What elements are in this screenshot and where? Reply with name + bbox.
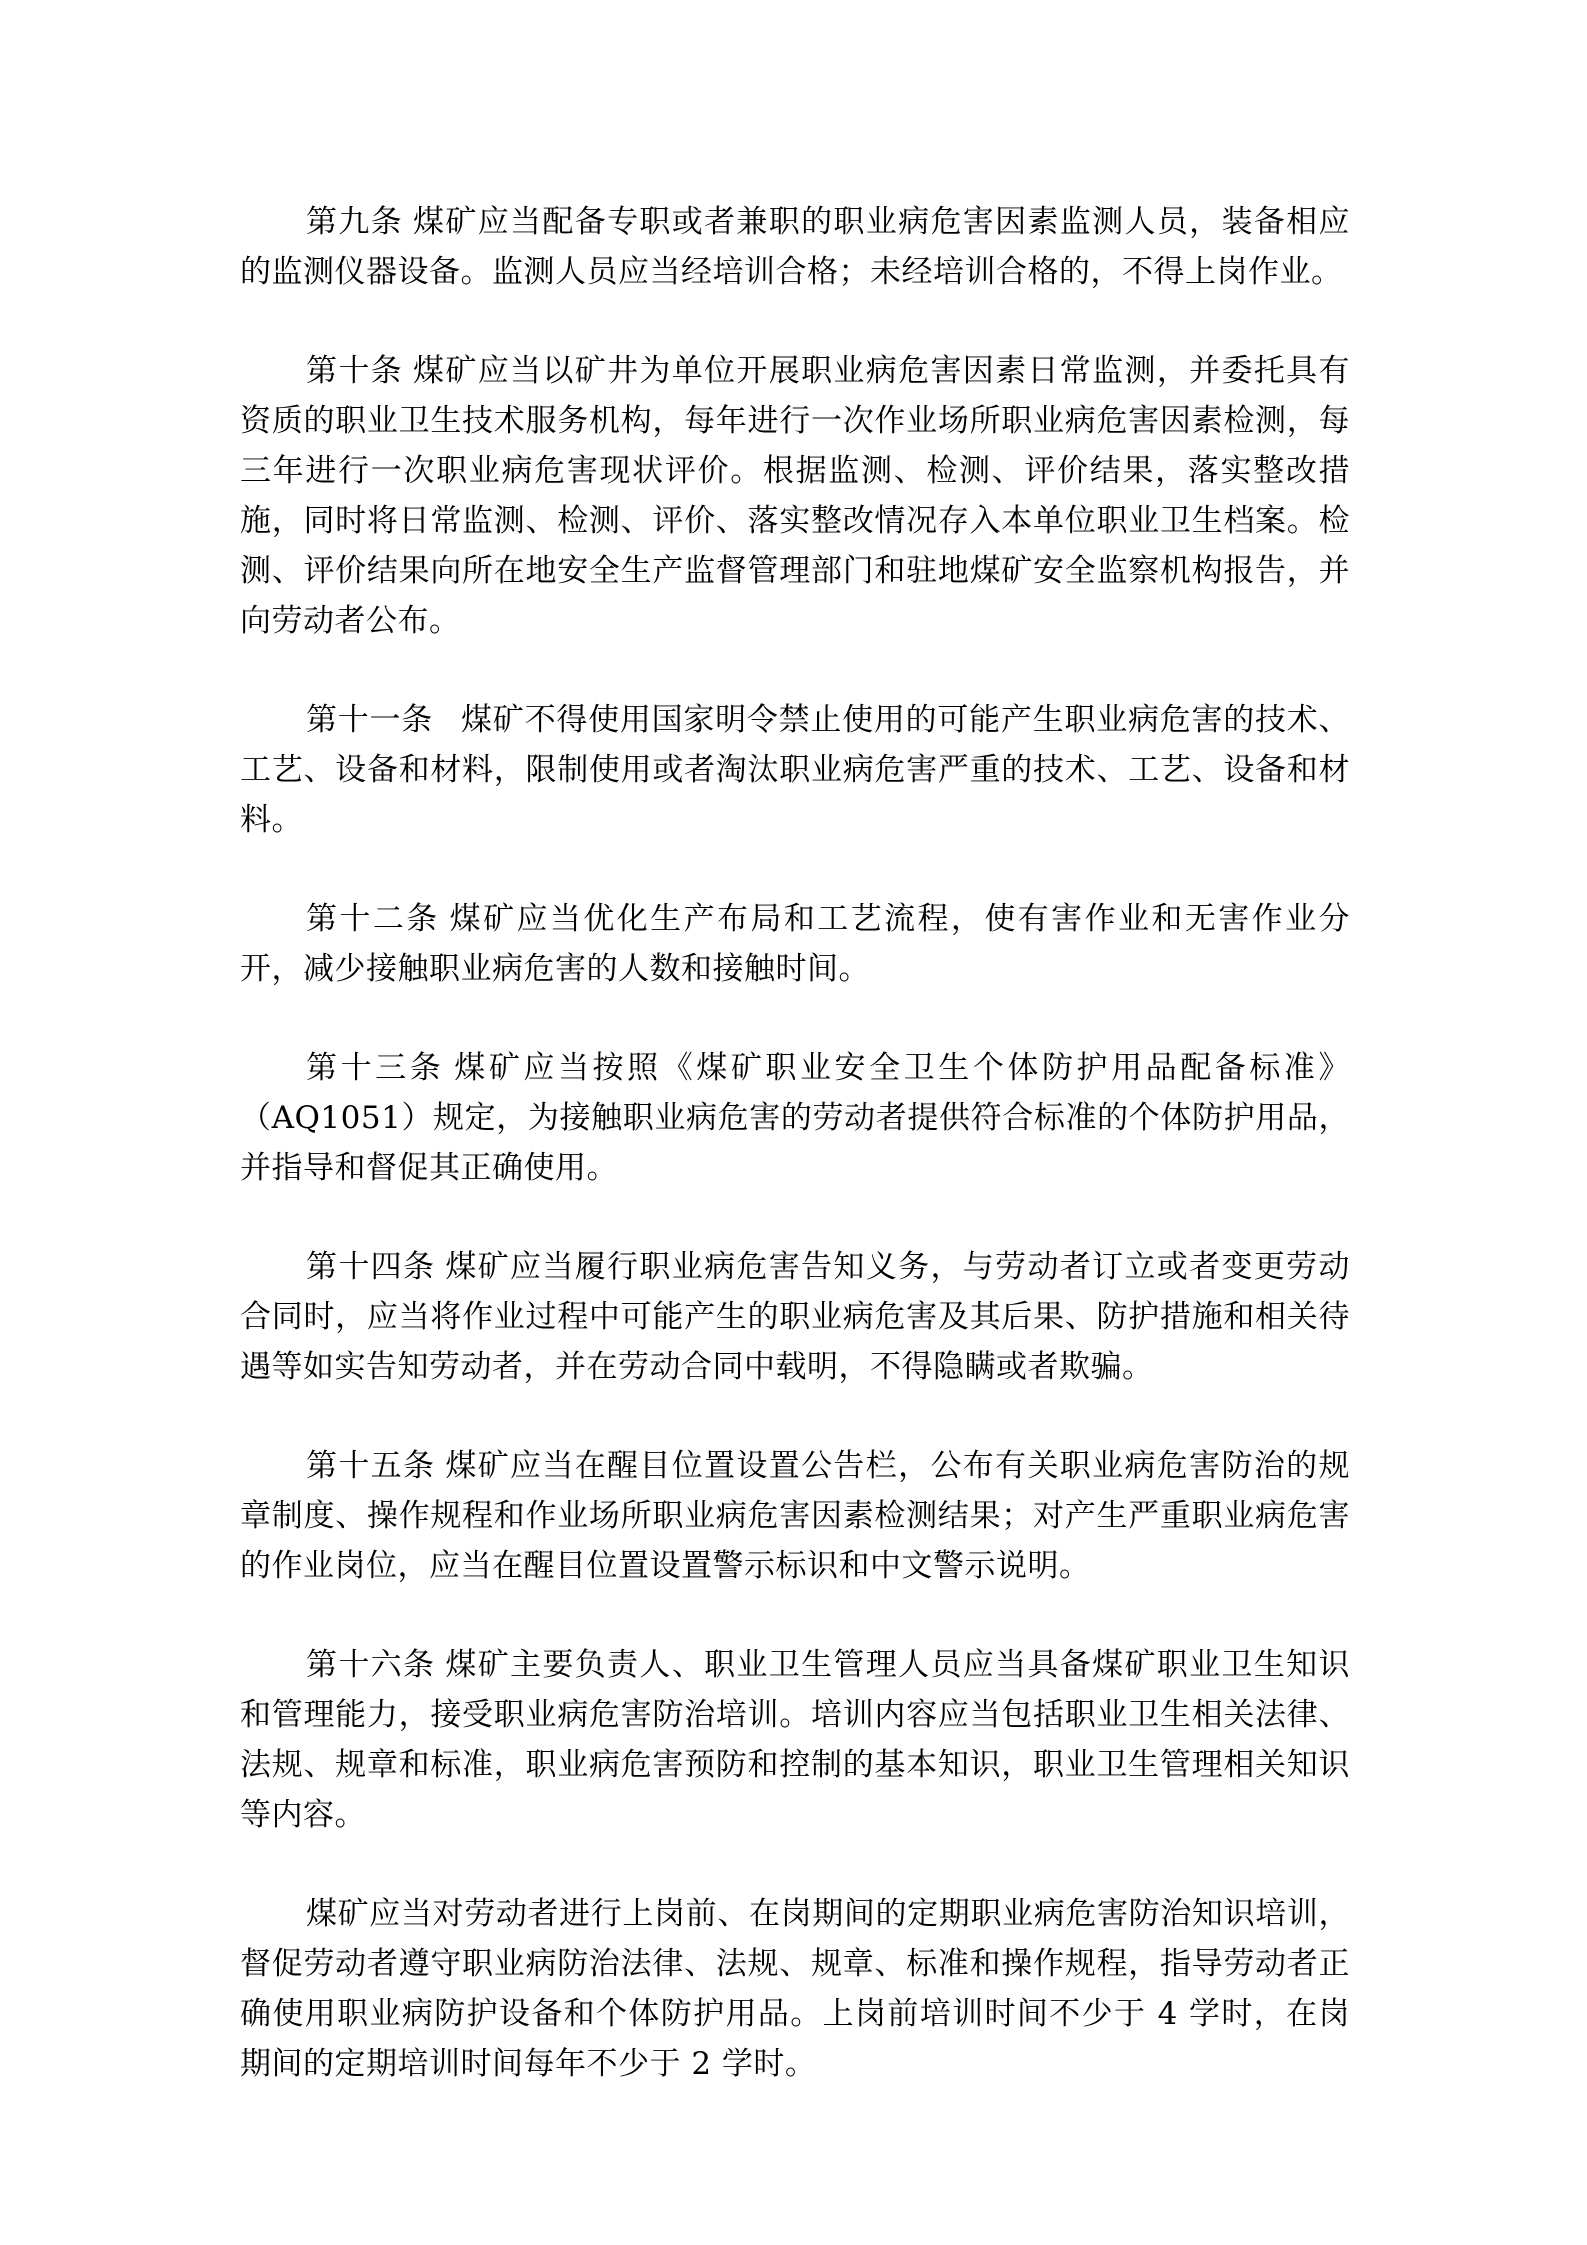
article-16	[240, 1640, 1350, 1840]
article-text: 煤矿应当以矿井为单位开展职业病危害因素日常监测，并委托具有资质的职业卫生技术服务机构，每年进行一次作业场所职业病危害因素检测，每三年进行一次职业病危害现状评价。根据监测、检测、评价结果，落实整改措施，同时将日常监测、检测、评价、落实整改情况存入本单位职业卫生档案。检测、评价结果向所在地安全生产监督管理部门和驻地煤矿安全监察机构报告，并向劳动者公布。	[240, 353, 1351, 639]
closing-paragraph: 煤矿应当对劳动者进行上岗前、在岗期间的定期职业病危害防治知识培训，督促劳动者遵守职业病防治法律、法规、规章、标准和操作规程，指导劳动者正确使用职业病防护设备和个体防护用品。上岗前培训时间不少于 4 学时，在岗期间的定期培训时间每年不少于 2 学时。	[240, 1896, 1350, 2082]
article-text: 煤矿应当在醒目位置设置公告栏，公布有关职业病危害防治的规章制度、操作规程和作业场所职业病危害因素检测结果；对产生严重职业病危害的作业岗位，应当在醒目位置设置警示标识和中文警示说明。	[240, 1448, 1351, 1584]
article-text: 煤矿应当履行职业病危害告知义务，与劳动者订立或者变更劳动合同时，应当将作业过程中可能产生的职业病危害及其后果、防护措施和相关待遇等如实告知劳动者，并在劳动合同中载明，不得隐瞒或者欺骗。	[240, 1249, 1351, 1385]
article-heading: 第十二条	[306, 901, 440, 937]
article-12	[240, 894, 1350, 994]
article-text: 煤矿主要负责人、职业卫生管理人员应当具备煤矿职业卫生知识和管理能力，接受职业病危害防治培训。培训内容应当包括职业卫生相关法律、法规、规章和标准，职业病危害预防和控制的基本知识，职业卫生管理相关知识等内容。	[240, 1647, 1351, 1833]
article-11	[240, 695, 1350, 845]
article-13	[240, 1043, 1350, 1193]
article-15	[240, 1441, 1350, 1591]
article-heading: 第九条	[306, 204, 404, 240]
article-10	[240, 346, 1350, 646]
article-text: 煤矿不得使用国家明令禁止使用的可能产生职业病危害的技术、工艺、设备和材料，限制使用或者淘汰职业病危害严重的技术、工艺、设备和材料。	[240, 702, 1351, 838]
article-9	[240, 197, 1350, 297]
article-heading: 第十条	[306, 353, 404, 389]
article-heading: 第十五条	[306, 1448, 436, 1484]
document-body	[240, 197, 1350, 2138]
article-heading: 第十三条	[306, 1050, 445, 1086]
article-text: 煤矿应当配备专职或者兼职的职业病危害因素监测人员，装备相应的监测仪器设备。监测人员应当经培训合格；未经培训合格的，不得上岗作业。	[240, 204, 1351, 290]
article-heading: 第十六条	[306, 1647, 436, 1683]
article-text: 煤矿应当优化生产布局和工艺流程，使有害作业和无害作业分开，减少接触职业病危害的人数和接触时间。	[240, 901, 1351, 987]
article-heading: 第十一条	[306, 702, 434, 738]
article-14	[240, 1242, 1350, 1392]
article-text: 煤矿应当按照《煤矿职业安全卫生个体防护用品配备标准》（AQ1051）规定，为接触职业病危害的劳动者提供符合标准的个体防护用品，并指导和督促其正确使用。	[240, 1050, 1351, 1186]
article-heading: 第十四条	[306, 1249, 436, 1285]
